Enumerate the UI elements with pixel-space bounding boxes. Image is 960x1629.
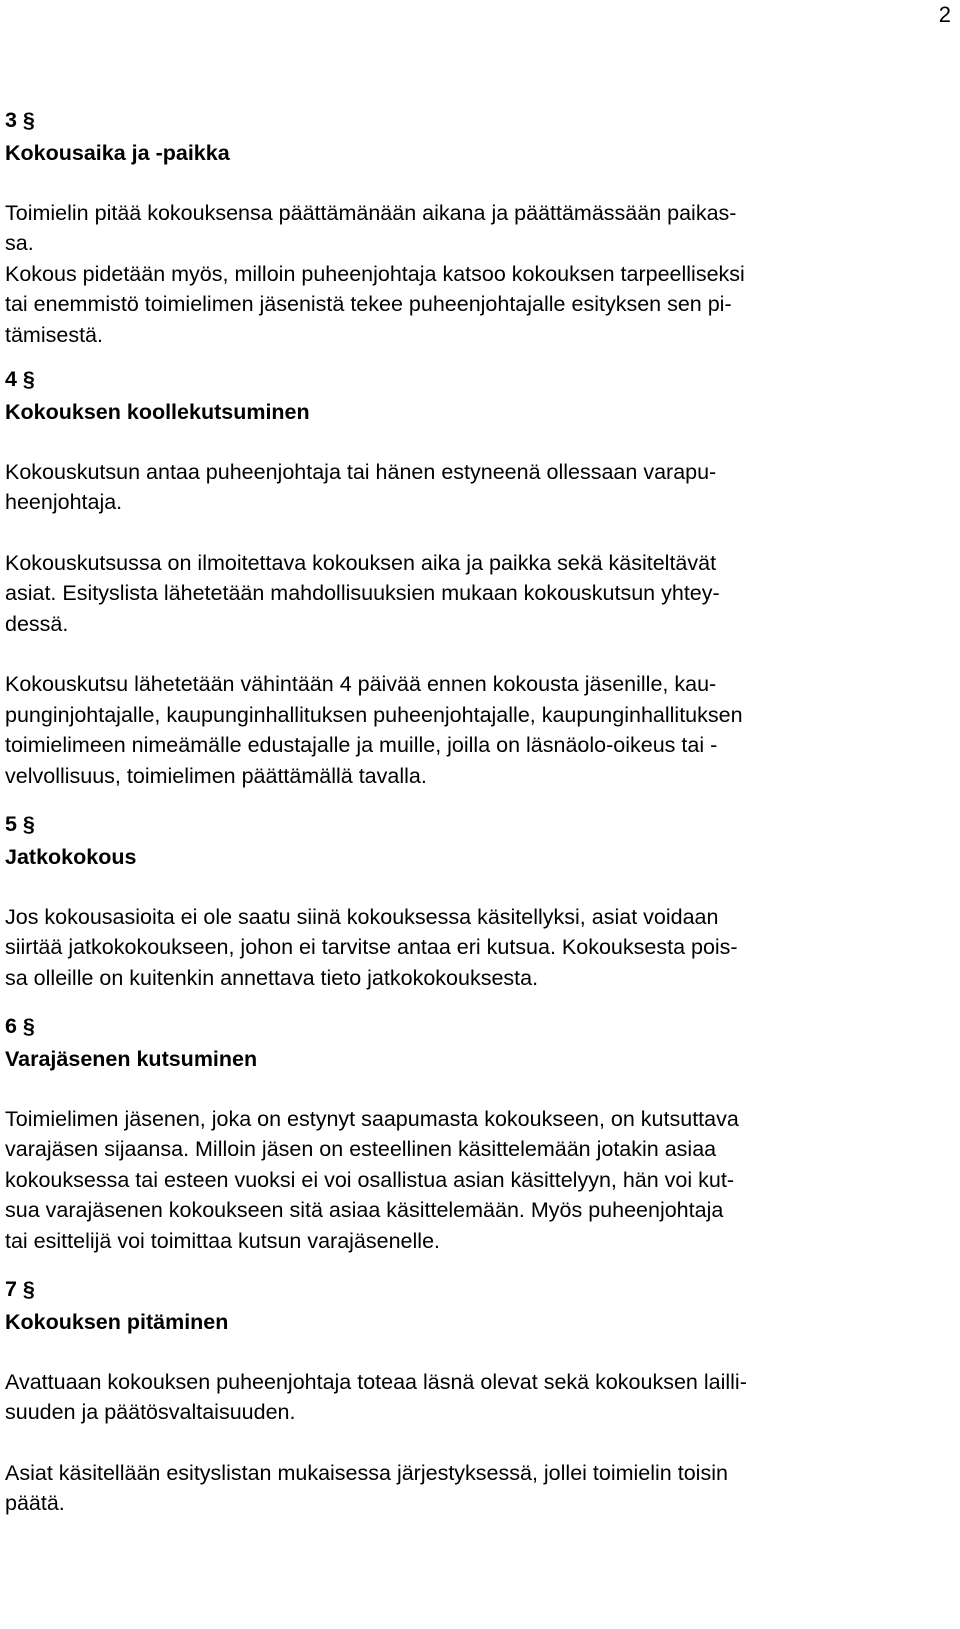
section-5 (5, 809, 915, 993)
section-title: Jatkokokous (5, 845, 137, 869)
paragraph (5, 669, 915, 791)
section-title: Kokousaika ja -paikka (5, 141, 230, 165)
text-line: Kokouskutsun antaa puheenjohtaja tai hänen estyneenä ollessaan varapu- (5, 459, 717, 484)
paragraph (5, 902, 915, 994)
section-6 (5, 1011, 915, 1256)
text-line: sa olleille on kuitenkin annettava tieto jatkokokouksesta. (5, 965, 539, 990)
text-line: Asiat käsitellään esityslistan mukaisessa järjestyksessä, jollei toimielin toisin (5, 1460, 728, 1485)
section-number: 6 § (5, 1014, 35, 1038)
text-line: Kokous pidetään myös, milloin puheenjohtaja katsoo kokouksen tarpeelliseksi (5, 261, 745, 286)
section-title: Varajäsenen kutsuminen (5, 1047, 258, 1071)
text-line: siirtää jatkokokoukseen, johon ei tarvitse antaa eri kutsua. Kokouksesta pois- (5, 935, 738, 959)
page-number: 2 (938, 2, 951, 27)
text-line: tai enemmistö toimielimen jäsenistä tekee puheenjohtajalle esityksen sen pi- (5, 292, 732, 316)
paragraph (5, 1104, 915, 1257)
text-line: Avattuaan kokouksen puheenjohtaja toteaa läsnä olevat sekä kokouksen lailli- (5, 1369, 747, 1394)
section-number: 5 § (5, 812, 35, 836)
document-body (5, 105, 915, 1549)
paragraph (5, 548, 915, 640)
text-line: Kokouskutsussa on ilmoitettava kokouksen aika ja paikka sekä käsiteltävät (5, 550, 717, 575)
text-line: toimielimeen nimeämälle edustajalle ja muille, joilla on läsnäolo-oikeus tai - (5, 733, 718, 757)
section-title: Kokouksen koollekutsuminen (5, 400, 310, 424)
section-4 (5, 364, 915, 791)
section-number: 3 § (5, 108, 35, 132)
text-line: heenjohtaja. (5, 490, 123, 514)
text-line: punginjohtajalle, kaupunginhallituksen puheenjohtajalle, kaupunginhallituksen (5, 702, 743, 727)
text-line: päätä. (5, 1491, 65, 1515)
text-line: Toimielimen jäsenen, joka on estynyt saapumasta kokoukseen, on kutsuttava (5, 1106, 739, 1131)
text-line: dessä. (5, 611, 69, 636)
text-line: tämisestä. (5, 322, 103, 347)
paragraph (5, 457, 915, 518)
paragraph (5, 198, 915, 351)
section-number: 4 § (5, 367, 35, 391)
text-line: asiat. Esityslista lähetetään mahdollisuuksien mukaan kokouskutsun yhtey- (5, 581, 720, 605)
section-7 (5, 1274, 915, 1519)
text-line: tai esittelijä voi toimittaa kutsun varajäsenelle. (5, 1228, 440, 1253)
section-title: Kokouksen pitäminen (5, 1310, 229, 1334)
text-line: Jos kokousasioita ei ole saatu siinä kokouksessa käsitellyksi, asiat voidaan (5, 904, 719, 929)
text-line: sa. (5, 231, 34, 255)
section-number: 7 § (5, 1277, 35, 1301)
text-line: varajäsen sijaansa. Milloin jäsen on esteellinen käsittelemään jotakin asiaa (5, 1137, 717, 1161)
text-line: Kokouskutsu lähetetään vähintään 4 päivää ennen kokousta jäsenille, kau- (5, 672, 717, 696)
text-line: velvollisuus, toimielimen päättämällä tavalla. (5, 763, 427, 788)
text-line: kokouksessa tai esteen vuoksi ei voi osallistua asian käsittelyyn, hän voi kut- (5, 1167, 734, 1192)
paragraph (5, 1367, 915, 1428)
paragraph (5, 1458, 915, 1519)
text-line: sua varajäsenen kokoukseen sitä asiaa käsittelemään. Myös puheenjohtaja (5, 1198, 724, 1222)
text-line: Toimielin pitää kokouksensa päättämänään aikana ja päättämässään paikas- (5, 200, 737, 225)
text-line: suuden ja päätösvaltaisuuden. (5, 1400, 296, 1424)
section-3 (5, 105, 915, 350)
